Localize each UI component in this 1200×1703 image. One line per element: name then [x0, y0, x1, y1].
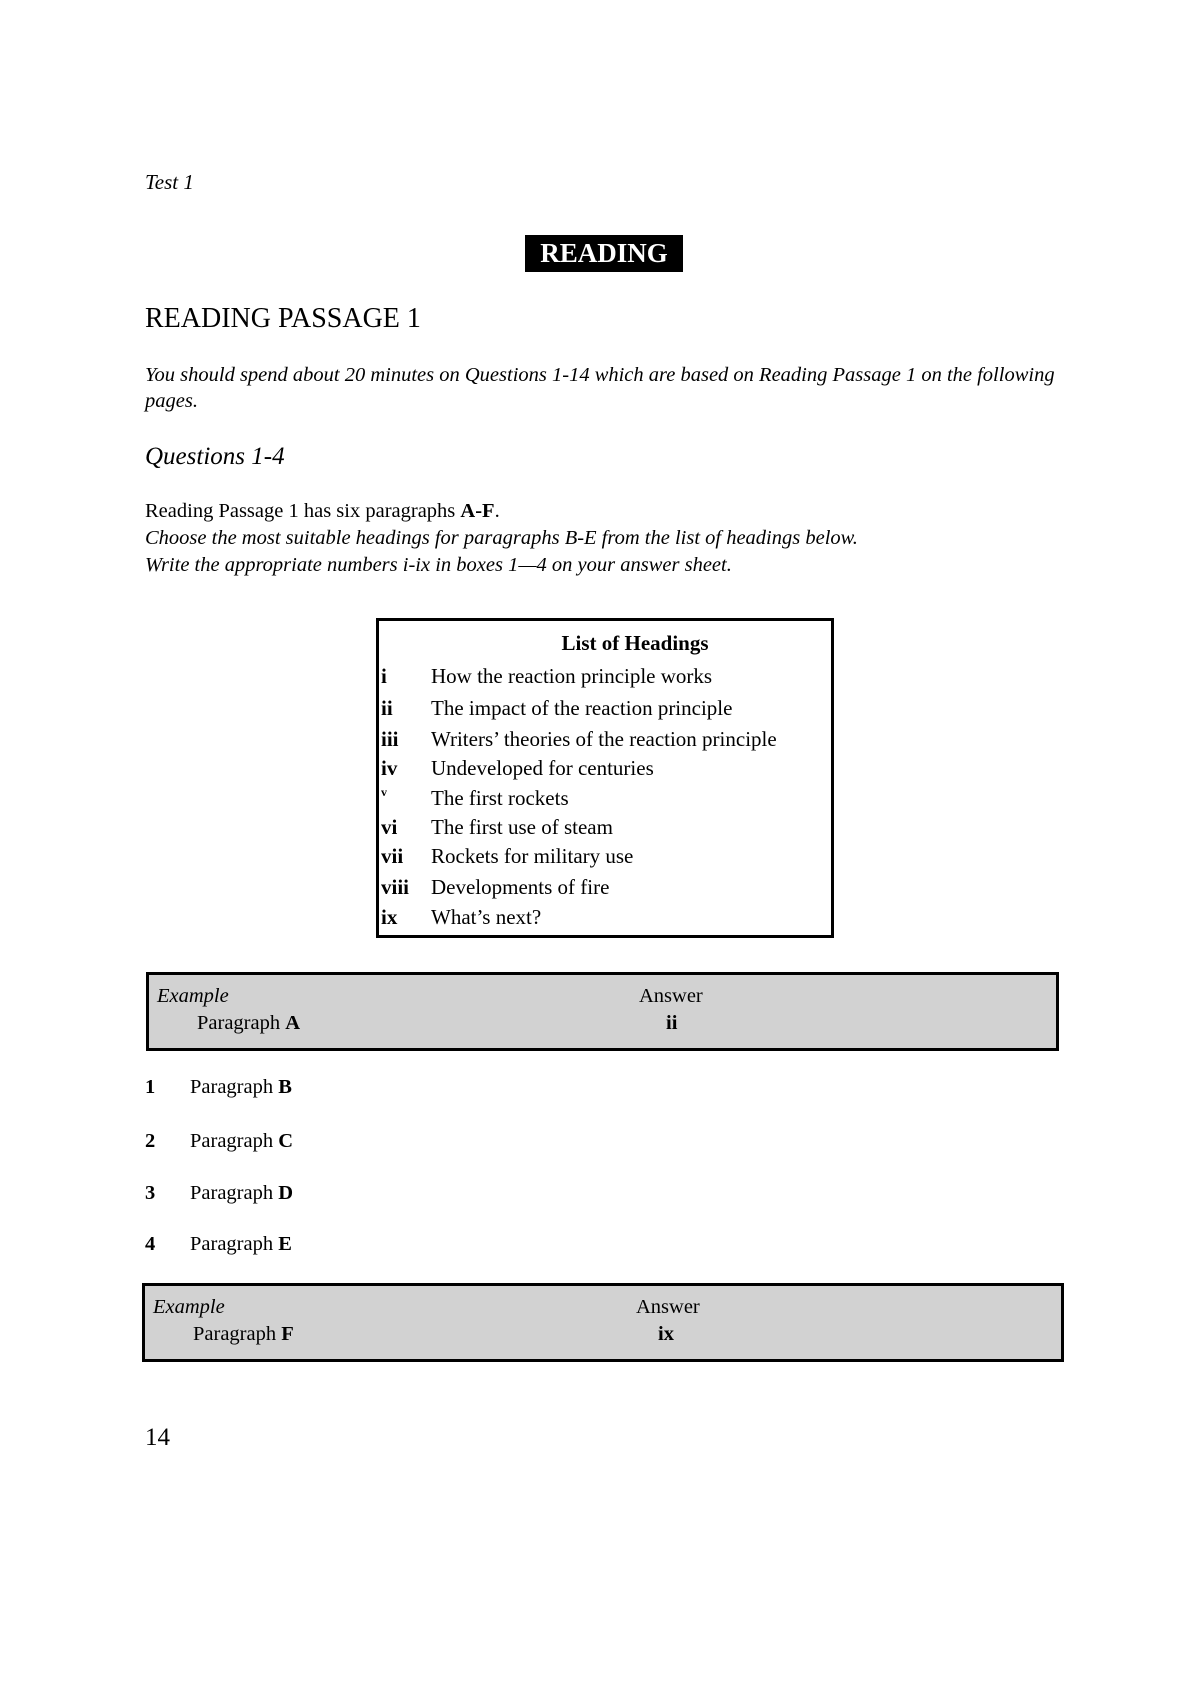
- passage-instructions: You should spend about 20 minutes on Questions 1-14 which are based on Reading Passage 1 on the following pages.: [145, 364, 1055, 412]
- paragraph-letter: E: [278, 1233, 292, 1255]
- questions-heading: Questions 1-4: [145, 443, 285, 470]
- heading-text: The first rockets: [431, 786, 569, 810]
- heading-numeral: vii: [381, 844, 404, 868]
- question-text: [190, 1179, 293, 1207]
- heading-text: Rockets for military use: [431, 844, 634, 868]
- heading-text: Undeveloped for centuries: [431, 756, 654, 780]
- heading-numeral: ix: [381, 905, 398, 929]
- heading-numeral: iv: [381, 756, 398, 780]
- task-instructions: [145, 498, 1095, 579]
- example-box-top: [146, 972, 1059, 1051]
- answer-label: Answer: [639, 985, 703, 1007]
- example-answer: ix: [658, 1323, 674, 1345]
- task-instruction-1: Choose the most suitable headings for paragraphs B-E from the list of headings below.: [145, 527, 858, 549]
- heading-text: The impact of the reaction principle: [431, 696, 733, 720]
- paragraph-word: Paragraph: [190, 1182, 279, 1204]
- paragraph-word: Paragraph: [193, 1323, 282, 1345]
- example-label: Example: [153, 1296, 225, 1318]
- section-banner: READING: [525, 235, 683, 272]
- question-text: [190, 1230, 292, 1258]
- heading-item: [379, 903, 831, 931]
- paragraph-word: Paragraph: [190, 1130, 279, 1152]
- paragraph-letter: C: [278, 1130, 294, 1152]
- heading-numeral: viii: [381, 875, 410, 899]
- heading-numeral: v: [381, 785, 387, 799]
- test-label: Test 1: [145, 170, 194, 194]
- heading-text: How the reaction principle works: [431, 664, 713, 688]
- answer-label: Answer: [636, 1296, 700, 1318]
- heading-item: [379, 842, 831, 870]
- heading-item: [379, 813, 831, 841]
- paragraph-letter: B: [278, 1076, 292, 1098]
- question-number: 1: [145, 1076, 156, 1098]
- example-box-bottom: [142, 1283, 1064, 1362]
- paragraph-letter: D: [278, 1182, 294, 1204]
- question-text: [190, 1073, 292, 1101]
- passage-title: READING PASSAGE 1: [145, 303, 421, 334]
- heading-text: Writers’ theories of the reaction principle: [431, 727, 777, 751]
- question-text: [190, 1127, 293, 1155]
- task-line-suffix: .: [494, 500, 500, 522]
- heading-numeral: vi: [381, 815, 398, 839]
- heading-item: [379, 873, 831, 901]
- question-number: 2: [145, 1130, 156, 1152]
- paragraph-word: Paragraph: [190, 1076, 279, 1098]
- question-number: 4: [145, 1233, 156, 1255]
- heading-item: [379, 725, 831, 753]
- heading-text: The first use of steam: [431, 815, 613, 839]
- heading-numeral: iii: [381, 727, 399, 751]
- paragraph-word: Paragraph: [197, 1012, 286, 1034]
- heading-text: What’s next?: [431, 905, 542, 929]
- heading-numeral: ii: [381, 696, 393, 720]
- heading-item: [379, 662, 831, 690]
- heading-item: [379, 784, 831, 812]
- task-line-prefix: Reading Passage 1 has six paragraphs: [145, 500, 461, 522]
- page-number: 14: [145, 1424, 170, 1451]
- heading-item: [379, 694, 831, 722]
- paragraph-word: Paragraph: [190, 1233, 279, 1255]
- headings-list-box: [376, 618, 834, 938]
- task-line-range: A-F: [460, 500, 495, 522]
- example-answer: ii: [666, 1012, 678, 1034]
- example-paragraph: [193, 1323, 294, 1346]
- task-instruction-2: Write the appropriate numbers i-ix in boxes 1—4 on your answer sheet.: [145, 554, 732, 576]
- paragraph-letter: F: [281, 1323, 294, 1345]
- heading-text: Developments of fire: [431, 875, 610, 899]
- example-paragraph: [197, 1012, 300, 1035]
- paragraph-letter: A: [285, 1012, 301, 1034]
- heading-item: [379, 754, 831, 782]
- headings-list-title: List of Headings: [561, 631, 709, 655]
- example-label: Example: [157, 985, 229, 1007]
- question-number: 3: [145, 1182, 156, 1204]
- heading-numeral: i: [381, 664, 387, 688]
